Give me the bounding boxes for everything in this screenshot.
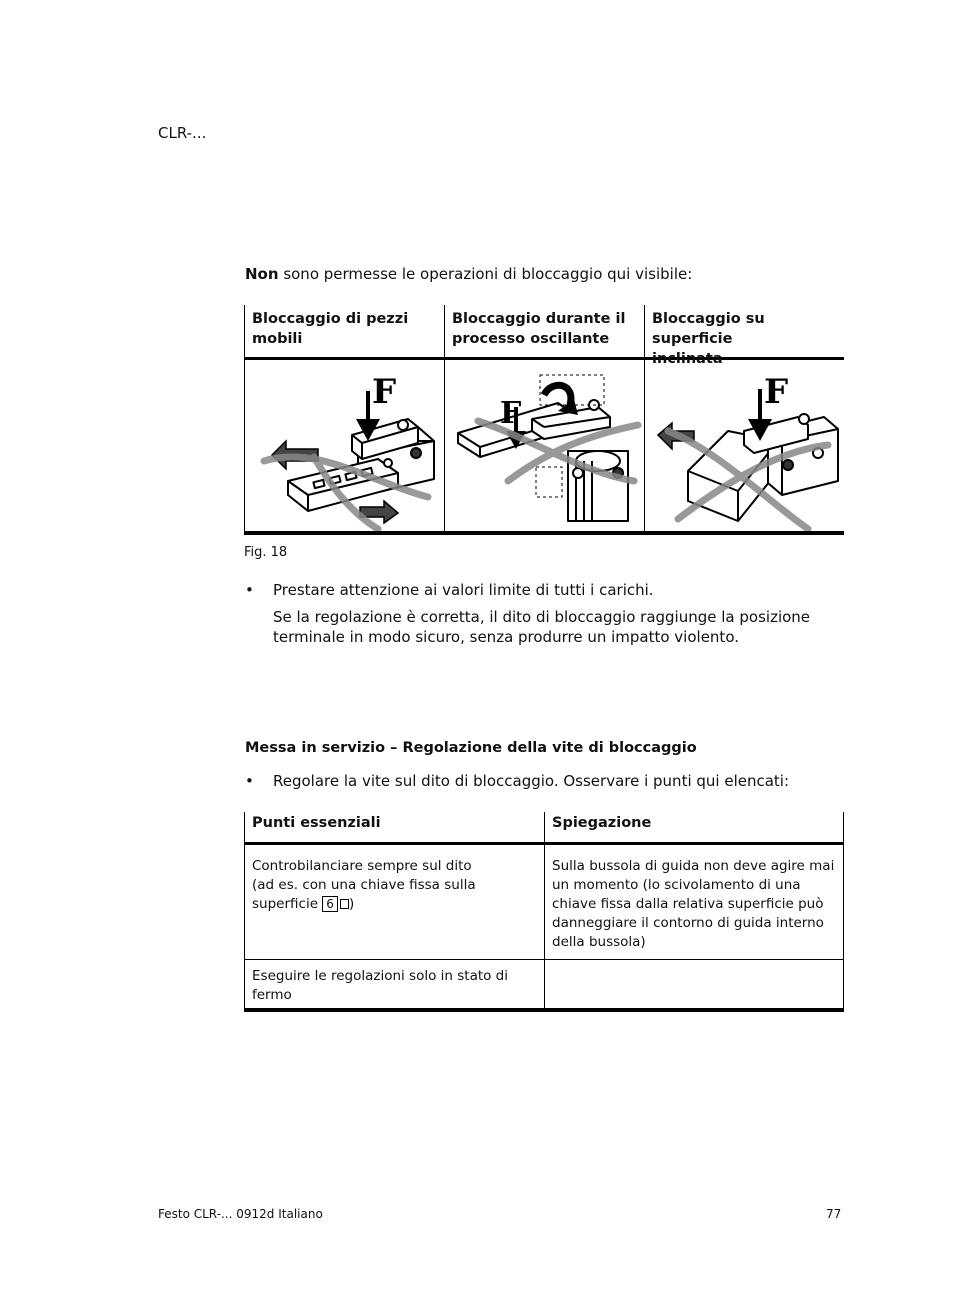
note-line: Se la regolazione è corretta, il dito di bloccaggio raggiunge la posizione — [273, 608, 811, 626]
header-line: processo oscillante — [452, 331, 610, 347]
bottom-rule — [244, 1008, 844, 1012]
bottom-rule — [244, 531, 844, 535]
force-label: F — [764, 372, 789, 412]
intro-text — [245, 265, 692, 283]
header-line: Bloccaggio su superficie — [652, 311, 765, 347]
illustration-inclined-surface — [648, 361, 842, 531]
header-line: mobili — [252, 331, 303, 347]
bullet-marker: • — [245, 772, 254, 790]
cell-line: Sulla bussola di guida non deve agire mai — [552, 858, 835, 874]
note-line: terminale in modo sicuro, senza produrre un impatto violento. — [273, 628, 739, 646]
cell-line: un momento (lo scivolamento di una — [552, 877, 801, 893]
cell-line: danneggiare il contorno di guida interno — [552, 915, 824, 931]
figure-caption: Fig. 18 — [244, 545, 288, 560]
row1-key-point — [244, 857, 544, 914]
header-line: Bloccaggio durante il — [452, 311, 626, 327]
column-header-inclined — [644, 305, 844, 367]
row1-explanation — [544, 857, 844, 952]
illustration-oscillating — [448, 361, 642, 531]
bullet-item: Regolare la vite sul dito di bloccaggio. Osservare i punti qui elencati: — [273, 772, 790, 790]
bullet-item: Prestare attenzione ai valori limite di tutti i carichi. — [273, 581, 654, 599]
cell-line: Controbilanciare sempre sul dito — [252, 858, 472, 874]
page-ref-icon — [340, 899, 349, 909]
column-header-moving-parts — [244, 305, 444, 357]
cell-text: superficie — [252, 896, 323, 912]
result-note — [273, 607, 833, 647]
section-title: Messa in servizio – Regolazione della vite di bloccaggio — [245, 740, 697, 756]
page-number: 77 — [826, 1207, 842, 1221]
header-line: inclinata — [652, 351, 723, 367]
reference-number: 6 — [322, 896, 338, 912]
illustration-moving-workpiece — [248, 361, 442, 531]
header-line: Bloccaggio di pezzi — [252, 311, 409, 327]
header-rule — [244, 842, 844, 845]
force-label: F — [500, 396, 522, 431]
footer-document-info: Festo CLR-... 0912d Italiano — [158, 1207, 323, 1221]
document-tag: CLR-... — [158, 124, 207, 142]
column-header-oscillating — [444, 305, 644, 357]
cell-line: fermo — [252, 987, 292, 1003]
cell-line: chiave fissa dalla relativa superficie può — [552, 896, 824, 912]
cell-text: ) — [348, 896, 355, 912]
cell-line — [252, 895, 536, 914]
force-label: F — [372, 372, 397, 412]
header-key-points: Punti essenziali — [252, 815, 381, 831]
bullet-marker: • — [245, 581, 254, 599]
intro-bold: Non — [245, 265, 279, 283]
header-explanation: Spiegazione — [552, 815, 652, 831]
figure-table — [244, 305, 844, 535]
cell-line: Eseguire le regolazioni solo in stato di — [252, 968, 509, 984]
essentials-table — [244, 812, 844, 1012]
cell-line: (ad es. con una chiave fissa sulla — [252, 877, 476, 893]
row2-key-point — [244, 967, 544, 1005]
cell-line: della bussola) — [552, 934, 646, 950]
intro-rest: sono permesse le operazioni di bloccaggio qui visibile: — [278, 265, 693, 283]
row-divider — [244, 959, 844, 960]
